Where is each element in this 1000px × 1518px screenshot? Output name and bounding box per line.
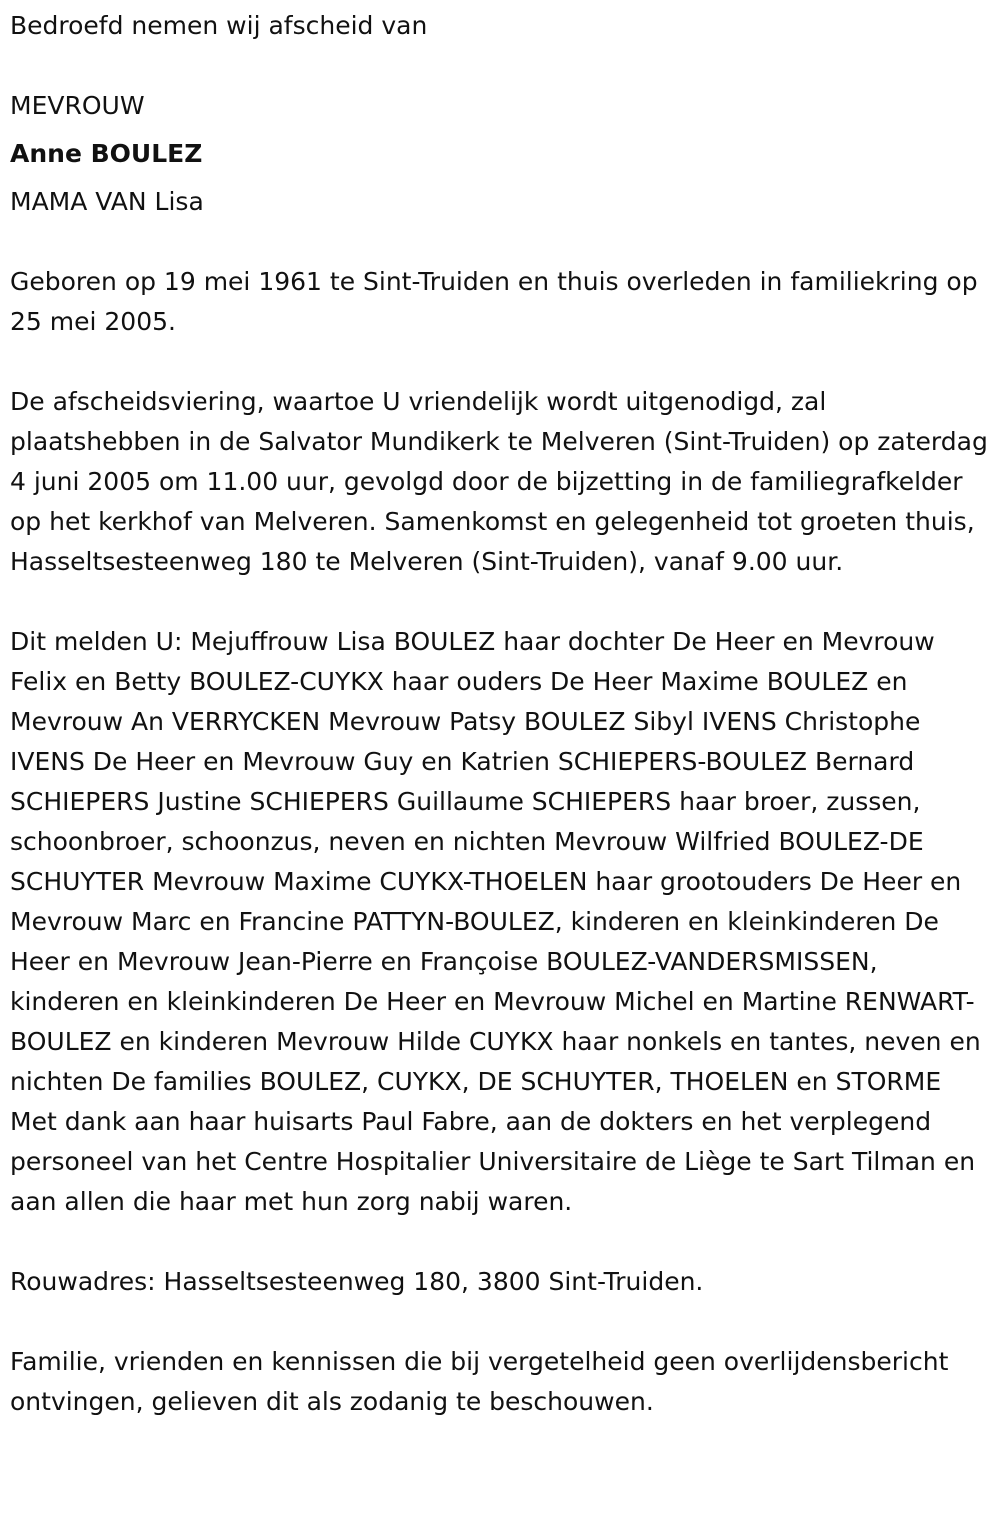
address-line: Rouwadres: Hasseltsesteenweg 180, 3800 Sint-Truiden.: [10, 1267, 704, 1296]
closing-paragraph: Familie, vrienden en kennissen die bij vergetelheid geen overlijdensbericht ontvingen, gelieven dit als zodanig te beschouwen.: [10, 1347, 949, 1416]
birth-death-paragraph: Geboren op 19 mei 1961 te Sint-Truiden en thuis overleden in familiekring op 25 mei 2005.: [10, 267, 978, 336]
intro-line: Bedroefd nemen wij afscheid van: [10, 11, 428, 40]
title-prefix: MEVROUW: [10, 91, 145, 120]
obituary-notice: [10, 6, 990, 1422]
family-paragraph: Dit melden U: Mejuffrouw Lisa BOULEZ haar dochter De Heer en Mevrouw Felix en Betty BOULEZ-CUYKX haar ouders De Heer Maxime BOULEZ en Mevrouw An VERRYCKEN Mevrouw Patsy BOULEZ Sibyl IVENS Christophe IVENS De Heer en Mevrouw Guy en Katrien SCHIEPERS-BOULEZ Bernard SCHIEPERS Justine SCHIEPERS Guillaume SCHIEPERS haar broer, zussen, schoonbroer, schoonzus, neven en nichten Mevrouw Wilfried BOULEZ-DE SCHUYTER Mevrouw Maxime CUYKX-THOELEN haar grootouders De Heer en Mevrouw Marc en Francine PATTYN-BOULEZ, kinderen en kleinkinderen De Heer en Mevrouw Jean-Pierre en Françoise BOULEZ-VANDERSMISSEN, kinderen en kleinkinderen De Heer en Mevrouw Michel en Martine RENWART-BOULEZ en kinderen Mevrouw Hilde CUYKX haar nonkels en tantes, neven en nichten De families BOULEZ, CUYKX, DE SCHUYTER, THOELEN en STORME Met dank aan haar huisarts Paul Fabre, aan de dokters en het verplegend personeel van het Centre Hospitalier Universitaire de Liège te Sart Tilman en aan allen die haar met hun zorg nabij waren.: [10, 627, 981, 1216]
ceremony-paragraph: De afscheidsviering, waartoe U vriendelijk wordt uitgenodigd, zal plaatshebben in de Salvator Mundikerk te Melveren (Sint-Truiden) op zaterdag 4 juni 2005 om 11.00 uur, gevolgd door de bijzetting in de familiegrafkelder op het kerkhof van Melveren. Samenkomst en gelegenheid tot groeten thuis, Hasseltsesteenweg 180 te Melveren (Sint-Truiden), vanaf 9.00 uur.: [10, 387, 988, 576]
deceased-name: Anne BOULEZ: [10, 139, 203, 168]
relation-line: MAMA VAN Lisa: [10, 187, 204, 216]
